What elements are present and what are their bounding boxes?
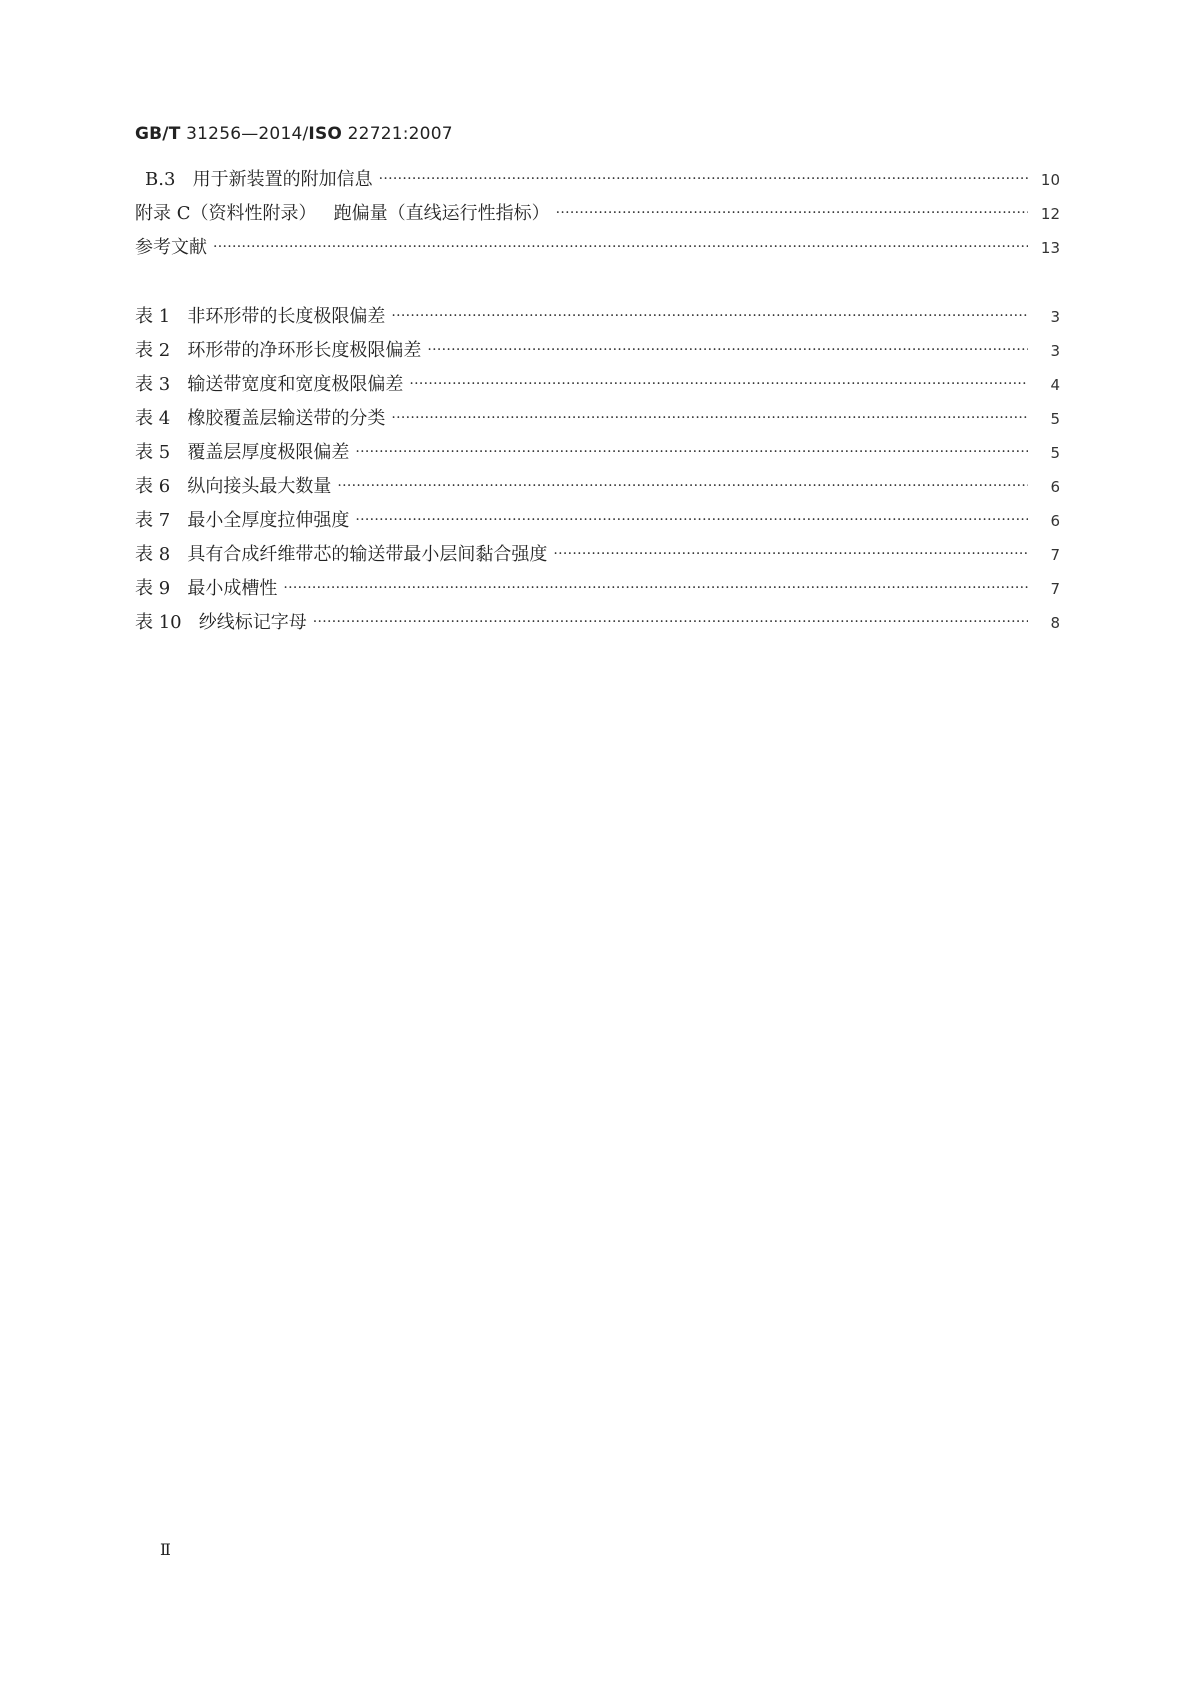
leader-dots — [556, 201, 1028, 225]
leader-dots — [355, 440, 1028, 464]
toc-entry-label: B.3 用于新装置的附加信息 — [145, 169, 373, 190]
table-list-entry[interactable] — [135, 577, 1060, 601]
table-entry-label: 表 6 纵向接头最大数量 — [135, 476, 332, 497]
table-list-entry[interactable] — [135, 339, 1060, 363]
table-list-entry[interactable] — [135, 373, 1060, 397]
leader-dots — [379, 167, 1028, 191]
iso-number: 22721:2007 — [347, 124, 453, 144]
table-entry-page: 7 — [1050, 580, 1060, 598]
table-entry-label: 表 10 纱线标记字母 — [135, 612, 307, 633]
leader-dots — [213, 235, 1028, 259]
table-list-entry[interactable] — [135, 475, 1060, 499]
standard-number: 31256—2014/ — [186, 124, 309, 144]
leader-dots — [409, 372, 1028, 396]
table-entry-page: 3 — [1050, 342, 1060, 360]
leader-dots — [391, 304, 1028, 328]
table-entry-page: 5 — [1050, 410, 1060, 428]
toc-entry-page: 13 — [1040, 239, 1060, 257]
leader-dots — [355, 508, 1028, 532]
table-list-entry[interactable] — [135, 407, 1060, 431]
table-list-entry[interactable] — [135, 441, 1060, 465]
standard-prefix: GB/T — [135, 124, 181, 144]
table-entry-page: 6 — [1050, 512, 1060, 530]
leader-dots — [427, 338, 1028, 362]
table-entry-page: 4 — [1050, 376, 1060, 394]
table-entry-page: 3 — [1050, 308, 1060, 326]
toc-entry[interactable] — [135, 202, 1060, 226]
toc-entry[interactable] — [135, 236, 1060, 260]
table-list-entry[interactable] — [135, 305, 1060, 329]
table-entry-label: 表 1 非环形带的长度极限偏差 — [135, 306, 386, 327]
table-list-entry[interactable] — [135, 543, 1060, 567]
table-entry-label: 表 3 输送带宽度和宽度极限偏差 — [135, 374, 404, 395]
leader-dots — [313, 610, 1028, 634]
table-entry-page: 8 — [1050, 614, 1060, 632]
leader-dots — [553, 542, 1028, 566]
table-entry-label: 表 2 环形带的净环形长度极限偏差 — [135, 340, 422, 361]
toc-entry[interactable] — [145, 168, 1060, 192]
table-entry-page: 5 — [1050, 444, 1060, 462]
document-header — [135, 124, 453, 144]
leader-dots — [283, 576, 1028, 600]
table-list-entry[interactable] — [135, 509, 1060, 533]
leader-dots — [391, 406, 1028, 430]
table-entry-label: 表 4 橡胶覆盖层输送带的分类 — [135, 408, 386, 429]
toc-entry-page: 10 — [1040, 171, 1060, 189]
toc-entry-page: 12 — [1040, 205, 1060, 223]
table-entry-label: 表 8 具有合成纤维带芯的输送带最小层间黏合强度 — [135, 544, 548, 565]
page-number: Ⅱ — [160, 1540, 171, 1559]
toc-entry-label: 附录 C（资料性附录） 跑偏量（直线运行性指标） — [135, 203, 550, 224]
table-entry-page: 7 — [1050, 546, 1060, 564]
table-entry-label: 表 5 覆盖层厚度极限偏差 — [135, 442, 350, 463]
leader-dots — [337, 474, 1028, 498]
table-list-entry[interactable] — [135, 611, 1060, 635]
toc-entry-label: 参考文献 — [135, 237, 207, 258]
table-entry-label: 表 9 最小成槽性 — [135, 578, 278, 599]
table-entry-label: 表 7 最小全厚度拉伸强度 — [135, 510, 350, 531]
iso-prefix: ISO — [308, 124, 343, 144]
table-entry-page: 6 — [1050, 478, 1060, 496]
